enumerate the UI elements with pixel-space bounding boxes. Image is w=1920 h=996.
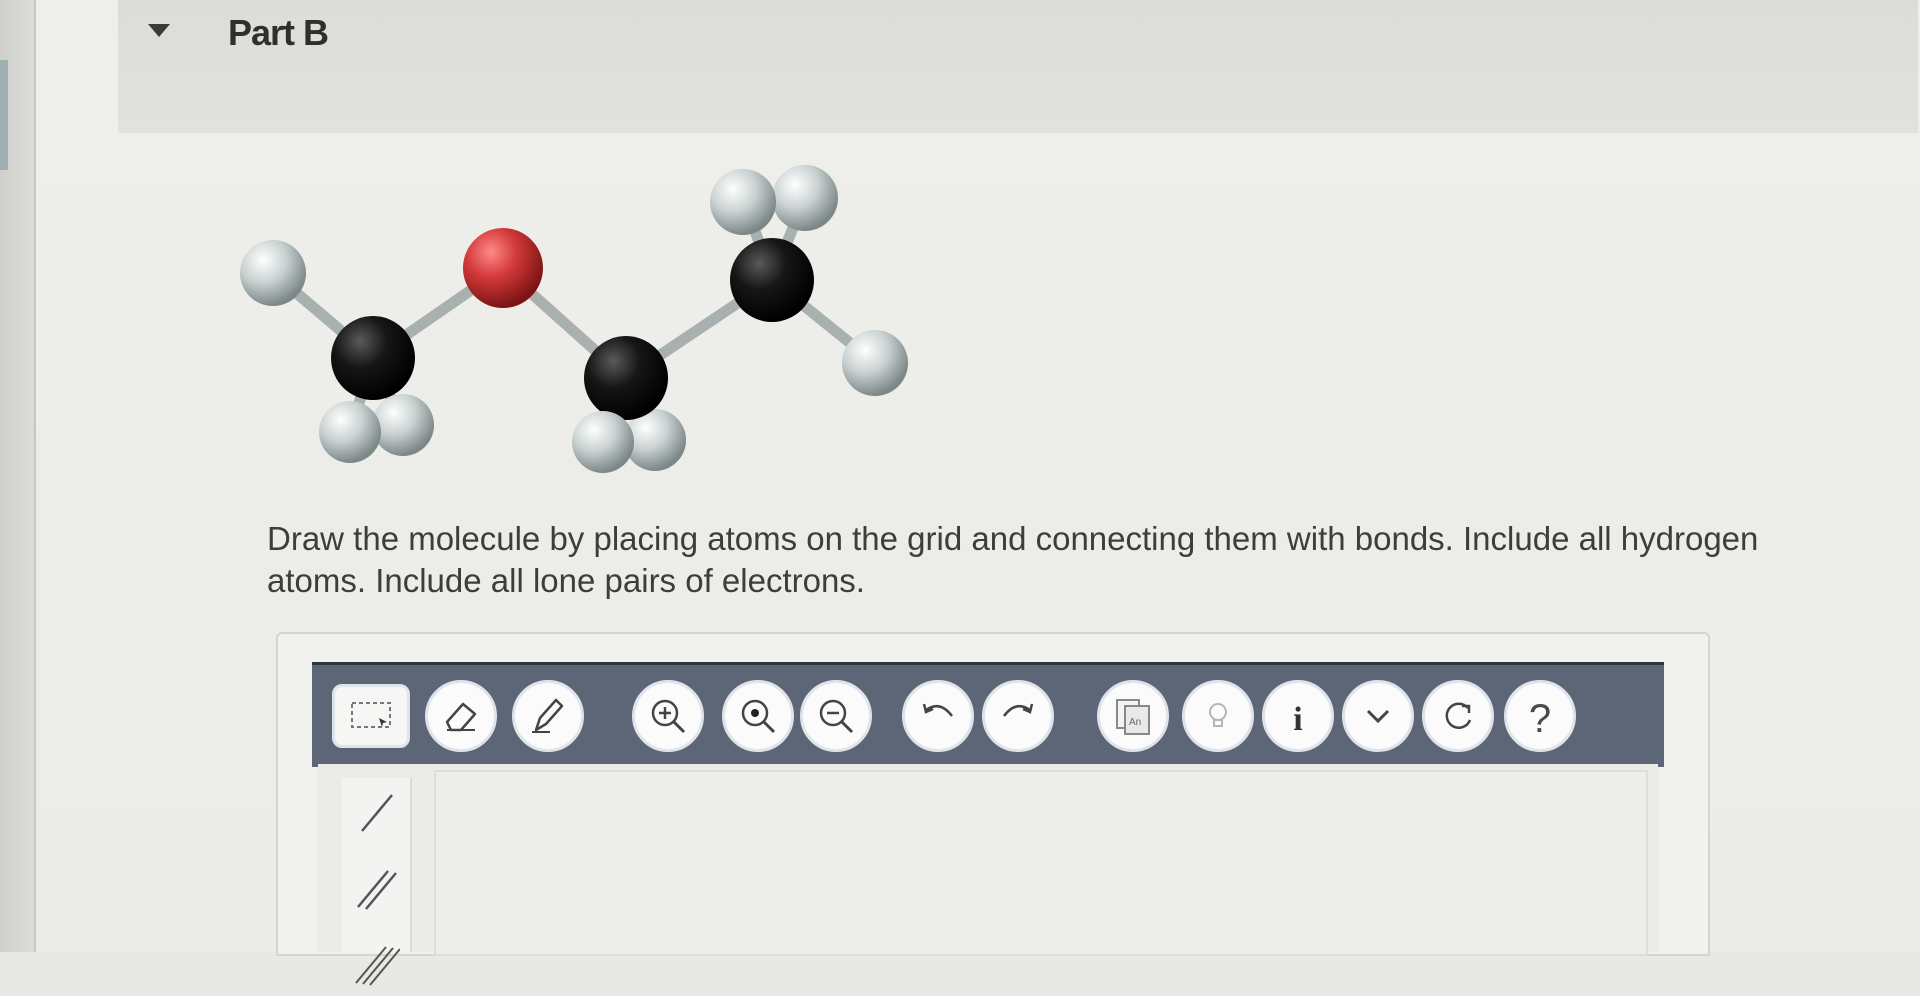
draw-tool-button[interactable] <box>512 680 584 752</box>
chevron-down-icon <box>1356 694 1400 738</box>
hydrogen-atom <box>572 411 634 473</box>
lightbulb-icon <box>1196 694 1240 738</box>
svg-text:?: ? <box>1528 697 1552 738</box>
hydrogen-atom <box>372 394 434 456</box>
bond-palette <box>342 778 412 952</box>
hydrogen-atom <box>842 330 908 396</box>
part-header[interactable] <box>118 0 1918 133</box>
part-title[interactable]: Part B <box>228 12 329 53</box>
triangle-down-icon[interactable] <box>148 24 170 37</box>
carbon-atom <box>331 316 415 400</box>
erase-tool-button[interactable] <box>425 680 497 752</box>
triple-bond-icon <box>352 939 400 991</box>
select-tool-button[interactable] <box>332 684 410 748</box>
editor-toolbar <box>312 662 1664 767</box>
zoom-reset-tool-button[interactable] <box>722 680 794 752</box>
redo-icon <box>996 694 1040 738</box>
single-bond-icon <box>352 787 400 839</box>
svg-text:An: An <box>1129 717 1142 728</box>
zoom-out-icon <box>814 694 858 738</box>
hint-tool-button[interactable] <box>1182 680 1254 752</box>
reset-tool-button[interactable] <box>1422 680 1494 752</box>
redo-tool-button[interactable] <box>982 680 1054 752</box>
single-bond-tool[interactable] <box>346 782 406 844</box>
more-tool-button[interactable] <box>1342 680 1414 752</box>
templates-icon <box>1111 694 1155 738</box>
reset-icon <box>1436 694 1480 738</box>
double-bond-tool[interactable] <box>346 858 406 920</box>
zoom-in-tool-button[interactable] <box>632 680 704 752</box>
double-bond-icon <box>352 863 400 915</box>
left-accent-bar <box>0 60 8 170</box>
instructions-text: Draw the molecule by placing atoms on the grid and connecting them with bonds. Include all hydrogen atoms. Include all lone pairs of electrons. <box>267 520 1759 599</box>
zoom-out-tool-button[interactable] <box>800 680 872 752</box>
templates-tool-button[interactable] <box>1097 680 1169 752</box>
carbon-atom <box>584 336 668 420</box>
zoom-fit-icon <box>736 694 780 738</box>
help-icon <box>1518 694 1562 738</box>
hydrogen-atom <box>710 169 776 235</box>
info-icon <box>1276 694 1320 738</box>
hydrogen-atom <box>772 165 838 231</box>
triple-bond-tool[interactable] <box>346 934 406 996</box>
pencil-icon <box>526 694 570 738</box>
undo-tool-button[interactable] <box>902 680 974 752</box>
oxygen-atom <box>463 228 543 308</box>
help-tool-button[interactable] <box>1504 680 1576 752</box>
eraser-icon <box>439 694 483 738</box>
zoom-in-icon <box>646 694 690 738</box>
undo-icon <box>916 694 960 738</box>
carbon-atom <box>730 238 814 322</box>
hydrogen-atom <box>240 240 306 306</box>
drawing-grid[interactable] <box>434 770 1648 956</box>
molecule-model-image <box>235 150 935 480</box>
info-tool-button[interactable] <box>1262 680 1334 752</box>
marquee-select-icon <box>349 694 393 738</box>
hydrogen-atom <box>319 401 381 463</box>
svg-text:i: i <box>1293 701 1303 738</box>
